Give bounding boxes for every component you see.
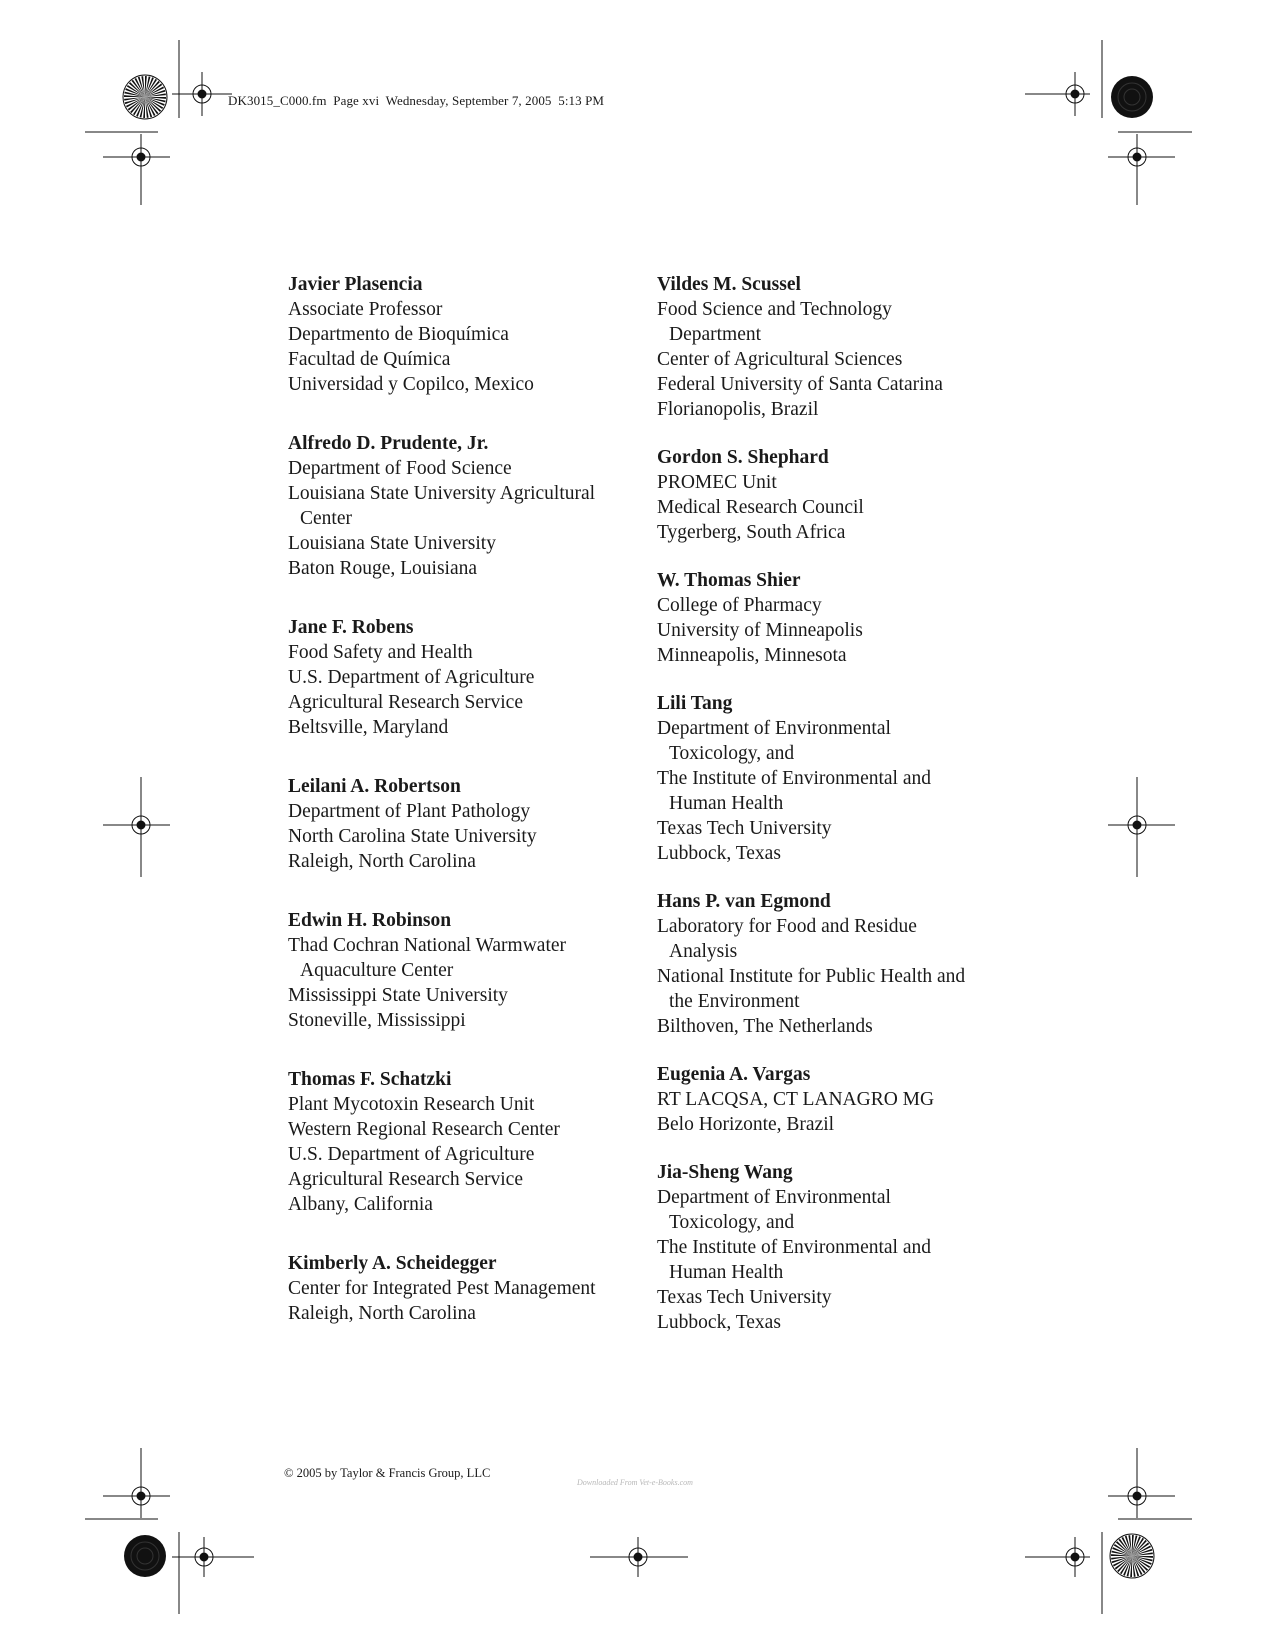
contributor-affiliation-line: The Institute of Environmental and (657, 1237, 932, 1258)
contributor-affiliation-line: Center of Agricultural Sciences (657, 349, 903, 370)
contributor-entry (288, 1251, 648, 1326)
contributor-entry (288, 1067, 648, 1217)
contributor-name: Vildes M. Scussel (657, 274, 801, 295)
contributor-affiliation-line: Agricultural Research Service (288, 1169, 523, 1190)
contributor-name: Edwin H. Robinson (288, 910, 452, 931)
contributor-affiliation-line: Food Safety and Health (288, 642, 473, 663)
watermark: Downloaded From Vet-e-Books.com (577, 1478, 693, 1487)
contributor-affiliation-line: Louisiana State University Agricultural (288, 483, 596, 504)
contributor-entry (657, 1160, 1027, 1335)
contributor-affiliation-line: Universidad y Copilco, Mexico (288, 374, 534, 395)
contributor-affiliation-line: Department of Food Science (288, 458, 512, 479)
registration-mark-bottom-left-a (103, 1448, 170, 1518)
contributor-affiliation-line: Center for Integrated Pest Management (288, 1278, 596, 1299)
contributor-entry (657, 445, 1027, 545)
registration-mark-top-right-a (1025, 72, 1090, 116)
contributor-name: Lili Tang (657, 693, 733, 714)
contributor-affiliation-line: Raleigh, North Carolina (288, 1303, 476, 1324)
contributor-affiliation-line: Department of Environmental (657, 718, 891, 739)
registration-mark-left-middle (103, 777, 170, 877)
contributor-name: Hans P. van Egmond (657, 891, 831, 912)
contributor-entry (657, 691, 1027, 866)
contributor-affiliation-line: North Carolina State University (288, 826, 537, 847)
contributor-name: Thomas F. Schatzki (288, 1069, 452, 1090)
contributor-name: Alfredo D. Prudente, Jr. (288, 433, 489, 454)
contributor-entry (657, 568, 1027, 668)
registration-mark-bottom-right-a (1025, 1537, 1090, 1577)
registration-mark-bottom-right-b (1108, 1448, 1175, 1518)
contributor-affiliation-line: Human Health (669, 1262, 784, 1283)
contributor-entry (657, 272, 1027, 422)
contributor-entry (288, 615, 648, 740)
contributor-affiliation-line: National Institute for Public Health and (657, 966, 966, 987)
star-target-bottom-right (1110, 1534, 1154, 1578)
registration-mark-bottom-left-b (172, 1537, 254, 1577)
contributor-affiliation-line: Human Health (669, 793, 784, 814)
star-target-top-left (123, 75, 167, 119)
contributor-affiliation-line: The Institute of Environmental and (657, 768, 932, 789)
contributor-name: W. Thomas Shier (657, 570, 801, 591)
contributor-name: Gordon S. Shephard (657, 447, 829, 468)
registration-mark-bottom-center (590, 1537, 688, 1577)
contributor-affiliation-line: RT LACQSA, CT LANAGRO MG (657, 1089, 935, 1110)
contributor-affiliation-line: Belo Horizonte, Brazil (657, 1114, 835, 1135)
contributor-affiliation-line: Minneapolis, Minnesota (657, 645, 847, 666)
contributor-affiliation-line: Medical Research Council (657, 497, 864, 518)
star-target-bottom-left (124, 1535, 166, 1577)
contributor-affiliation-line: Department of Environmental (657, 1187, 891, 1208)
page-header-file-info: DK3015_C000.fm Page xvi Wednesday, September 7, 2005 5:13 PM (228, 93, 605, 108)
contributors-right-column (657, 272, 1027, 1335)
contributor-affiliation-line: Toxicology, and (669, 743, 795, 764)
contributor-entry (657, 1062, 1027, 1137)
contributor-affiliation-line: Florianopolis, Brazil (657, 399, 819, 420)
contributor-affiliation-line: Louisiana State University (288, 533, 496, 554)
contributor-affiliation-line: Department (669, 324, 762, 345)
star-target-top-right (1111, 76, 1153, 118)
contributor-affiliation-line: College of Pharmacy (657, 595, 822, 616)
contributor-affiliation-line: Beltsville, Maryland (288, 717, 449, 738)
contributor-affiliation-line: Food Science and Technology (657, 299, 892, 320)
contributor-affiliation-line: U.S. Department of Agriculture (288, 1144, 535, 1165)
contributor-affiliation-line: Analysis (669, 941, 738, 962)
contributor-affiliation-line: Texas Tech University (657, 818, 832, 839)
contributor-name: Javier Plasencia (288, 274, 423, 295)
contributor-affiliation-line: Thad Cochran National Warmwater (288, 935, 567, 956)
contributor-entry (657, 889, 1027, 1039)
contributor-affiliation-line: U.S. Department of Agriculture (288, 667, 535, 688)
contributor-affiliation-line: PROMEC Unit (657, 472, 777, 493)
contributor-affiliation-line: Associate Professor (288, 299, 443, 320)
contributor-name: Jia-Sheng Wang (657, 1162, 793, 1183)
contributor-affiliation-line: Lubbock, Texas (657, 1312, 781, 1333)
contributor-entry (288, 774, 648, 874)
contributor-entry (288, 908, 648, 1033)
contributor-affiliation-line: Departmento de Bioquímica (288, 324, 509, 345)
contributor-affiliation-line: the Environment (669, 991, 800, 1012)
contributor-affiliation-line: Federal University of Santa Catarina (657, 374, 943, 395)
registration-mark-top-left-a (172, 72, 232, 116)
contributor-name: Kimberly A. Scheidegger (288, 1253, 497, 1274)
contributor-affiliation-line: Agricultural Research Service (288, 692, 523, 713)
contributor-entry (288, 272, 648, 397)
contributor-affiliation-line: Mississippi State University (288, 985, 508, 1006)
contributor-entry (288, 431, 648, 581)
contributor-affiliation-line: Laboratory for Food and Residue (657, 916, 917, 937)
registration-mark-right-middle (1108, 777, 1175, 877)
contributor-affiliation-line: Aquaculture Center (300, 960, 454, 981)
registration-mark-top-right-b (1108, 134, 1175, 205)
contributor-affiliation-line: Facultad de Química (288, 349, 451, 370)
contributor-affiliation-line: Western Regional Research Center (288, 1119, 560, 1140)
contributor-affiliation-line: Baton Rouge, Louisiana (288, 558, 478, 579)
contributor-affiliation-line: Plant Mycotoxin Research Unit (288, 1094, 535, 1115)
contributor-affiliation-line: Stoneville, Mississippi (288, 1010, 466, 1031)
copyright-footer: © 2005 by Taylor & Francis Group, LLC (284, 1466, 491, 1480)
contributor-affiliation-line: Lubbock, Texas (657, 843, 781, 864)
contributors-left-column (288, 272, 648, 1326)
contributor-name: Jane F. Robens (288, 617, 414, 638)
contributor-affiliation-line: Toxicology, and (669, 1212, 795, 1233)
registration-mark-top-left-b (103, 134, 170, 205)
contributor-affiliation-line: Texas Tech University (657, 1287, 832, 1308)
contributor-affiliation-line: Tygerberg, South Africa (657, 522, 846, 543)
contributor-affiliation-line: Albany, California (288, 1194, 433, 1215)
contributor-name: Leilani A. Robertson (288, 776, 461, 797)
contributor-affiliation-line: University of Minneapolis (657, 620, 863, 641)
contributor-affiliation-line: Bilthoven, The Netherlands (657, 1016, 873, 1037)
contributor-name: Eugenia A. Vargas (657, 1064, 811, 1085)
contributor-affiliation-line: Department of Plant Pathology (288, 801, 531, 822)
contributor-affiliation-line: Raleigh, North Carolina (288, 851, 476, 872)
contributor-affiliation-line: Center (300, 508, 352, 529)
